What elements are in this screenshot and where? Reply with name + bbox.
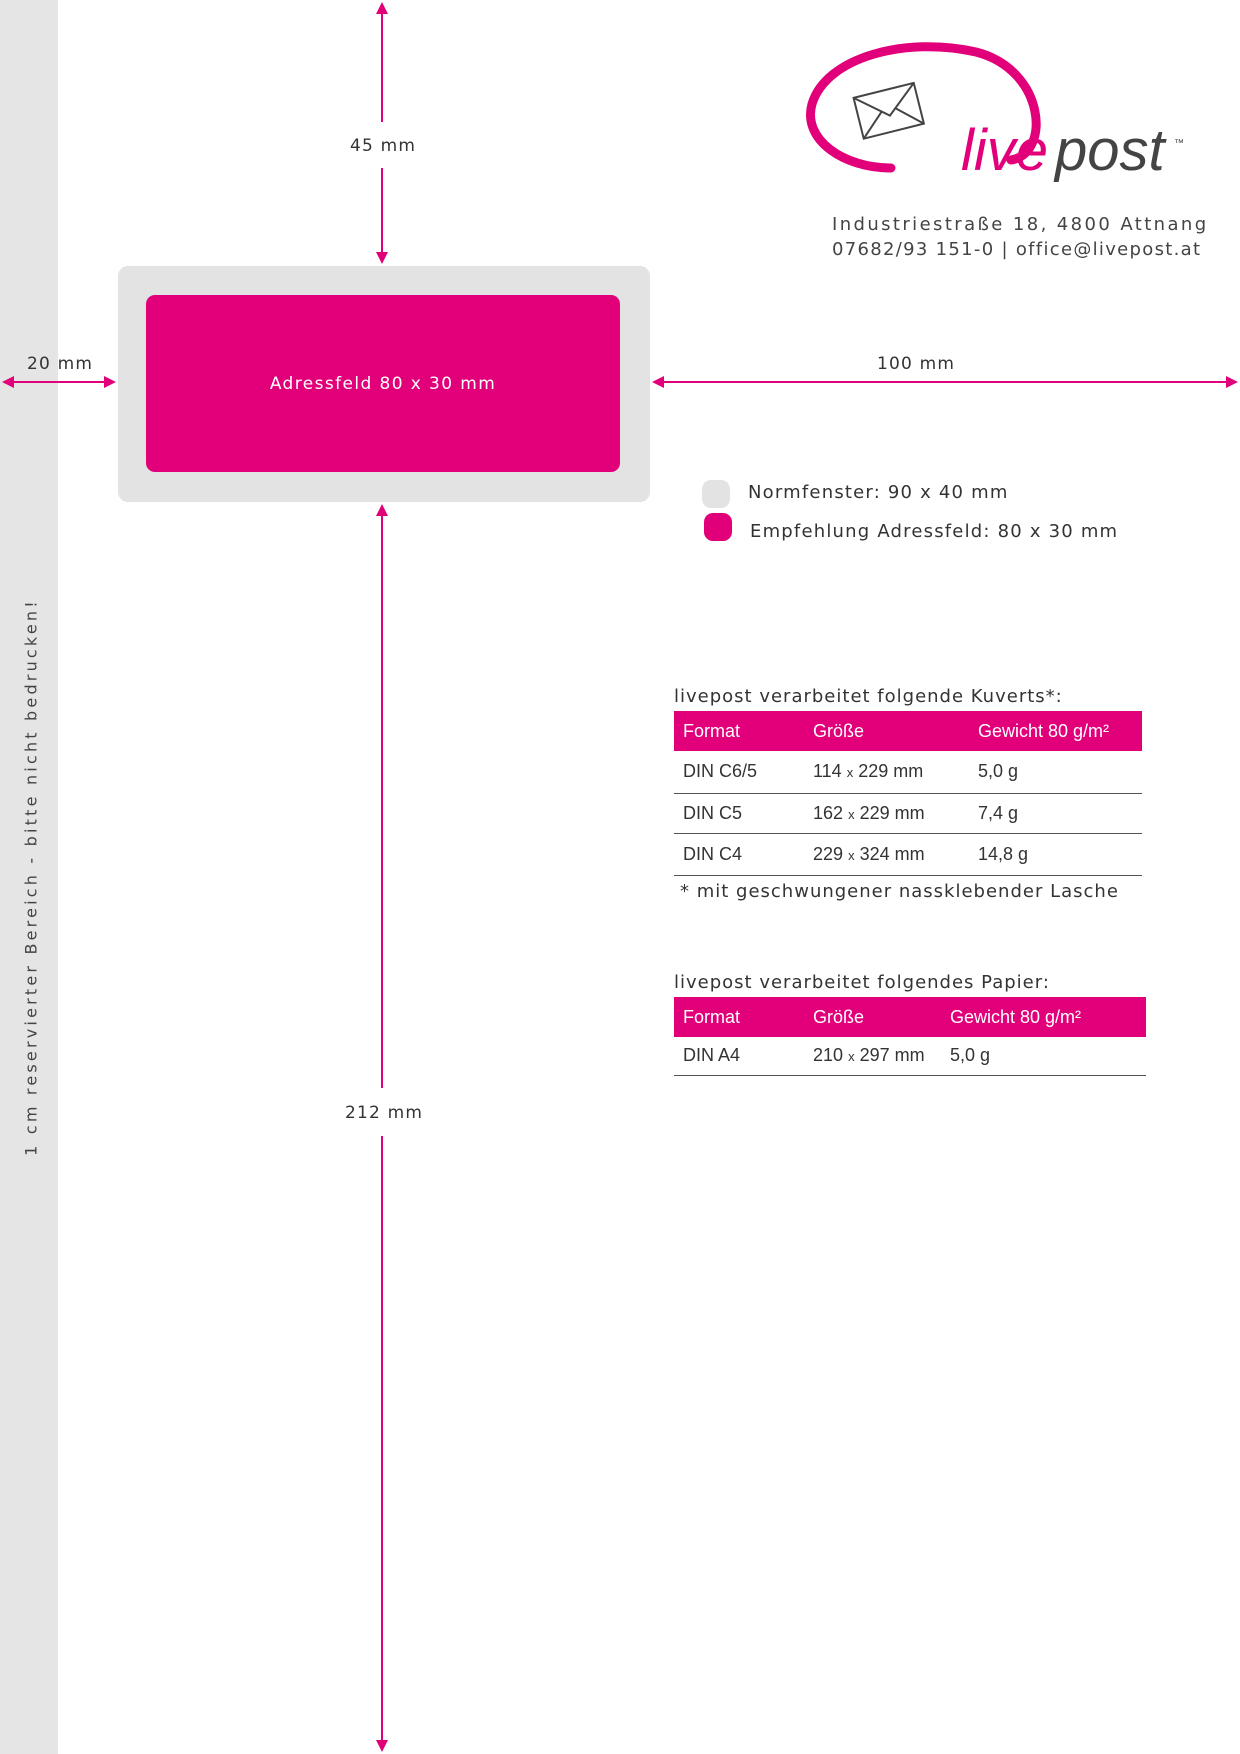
legend-address-text: Empfehlung Adressfeld: 80 x 30 mm <box>750 521 1119 542</box>
column-header-format: Format <box>674 711 804 751</box>
table-header-row <box>674 711 1142 751</box>
cell-weight: 5,0 g <box>941 1037 1146 1075</box>
logo-word-live: live <box>961 118 1049 183</box>
dimension-right-label: 100 mm <box>877 354 956 374</box>
envelopes-title: livepost verarbeitet folgende Kuverts*: <box>674 686 1063 707</box>
dimension-bottom-label: 212 mm <box>345 1103 424 1123</box>
arrowhead-top-up <box>376 2 388 14</box>
arrowhead-top-down <box>376 252 388 264</box>
table-header-row <box>674 997 1146 1037</box>
cell-weight: 14,8 g <box>969 833 1142 875</box>
cell-weight: 5,0 g <box>969 751 1142 793</box>
paper-table <box>674 997 1146 1076</box>
logo-trademark: ™ <box>1174 138 1184 149</box>
arrowhead-right-right <box>1226 376 1238 388</box>
cell-format: DIN A4 <box>674 1037 804 1075</box>
legend-window-text: Normfenster: 90 x 40 mm <box>748 482 1009 503</box>
legend-swatch-window <box>702 480 730 508</box>
company-address: Industriestraße 18, 4800 Attnang <box>832 214 1209 235</box>
address-field-label: Adressfeld 80 x 30 mm <box>269 373 497 394</box>
dimension-top-label: 45 mm <box>350 136 417 156</box>
cell-format: DIN C6/5 <box>674 751 804 793</box>
dimension-left-label: 20 mm <box>27 354 94 374</box>
logo-word-post: post <box>1055 118 1165 183</box>
table-row <box>674 833 1142 875</box>
legend-swatch-address <box>704 513 732 541</box>
arrowhead-left-left <box>2 376 14 388</box>
cell-size: 210 x 297 mm <box>804 1037 941 1075</box>
envelopes-table <box>674 711 1142 876</box>
cell-format: DIN C5 <box>674 793 804 833</box>
paper-title: livepost verarbeitet folgendes Papier: <box>674 972 1050 993</box>
company-contact: 07682/93 151-0 | office@livepost.at <box>832 239 1202 260</box>
column-header-size: Größe <box>804 997 941 1037</box>
reserved-area-note: 1 cm reservierter Bereich - bitte nicht bedrucken! <box>21 598 41 1156</box>
address-field <box>146 295 620 472</box>
table-row <box>674 793 1142 833</box>
arrowhead-bottom-up <box>376 504 388 516</box>
column-header-format: Format <box>674 997 804 1037</box>
arrowhead-right-left <box>652 376 664 388</box>
cell-size: 114 x 229 mm <box>804 751 969 793</box>
arrowhead-bottom-down <box>376 1740 388 1752</box>
envelopes-footnote: * mit geschwungener nassklebender Lasche <box>680 881 1119 902</box>
cell-size: 162 x 229 mm <box>804 793 969 833</box>
column-header-weight: Gewicht 80 g/m² <box>969 711 1142 751</box>
cell-size: 229 x 324 mm <box>804 833 969 875</box>
table-row <box>674 751 1142 793</box>
column-header-weight: Gewicht 80 g/m² <box>941 997 1146 1037</box>
column-header-size: Größe <box>804 711 969 751</box>
table-row <box>674 1037 1146 1075</box>
envelope-icon <box>854 83 924 139</box>
cell-format: DIN C4 <box>674 833 804 875</box>
livepost-logo <box>806 42 1196 202</box>
cell-weight: 7,4 g <box>969 793 1142 833</box>
arrowhead-left-right <box>104 376 116 388</box>
